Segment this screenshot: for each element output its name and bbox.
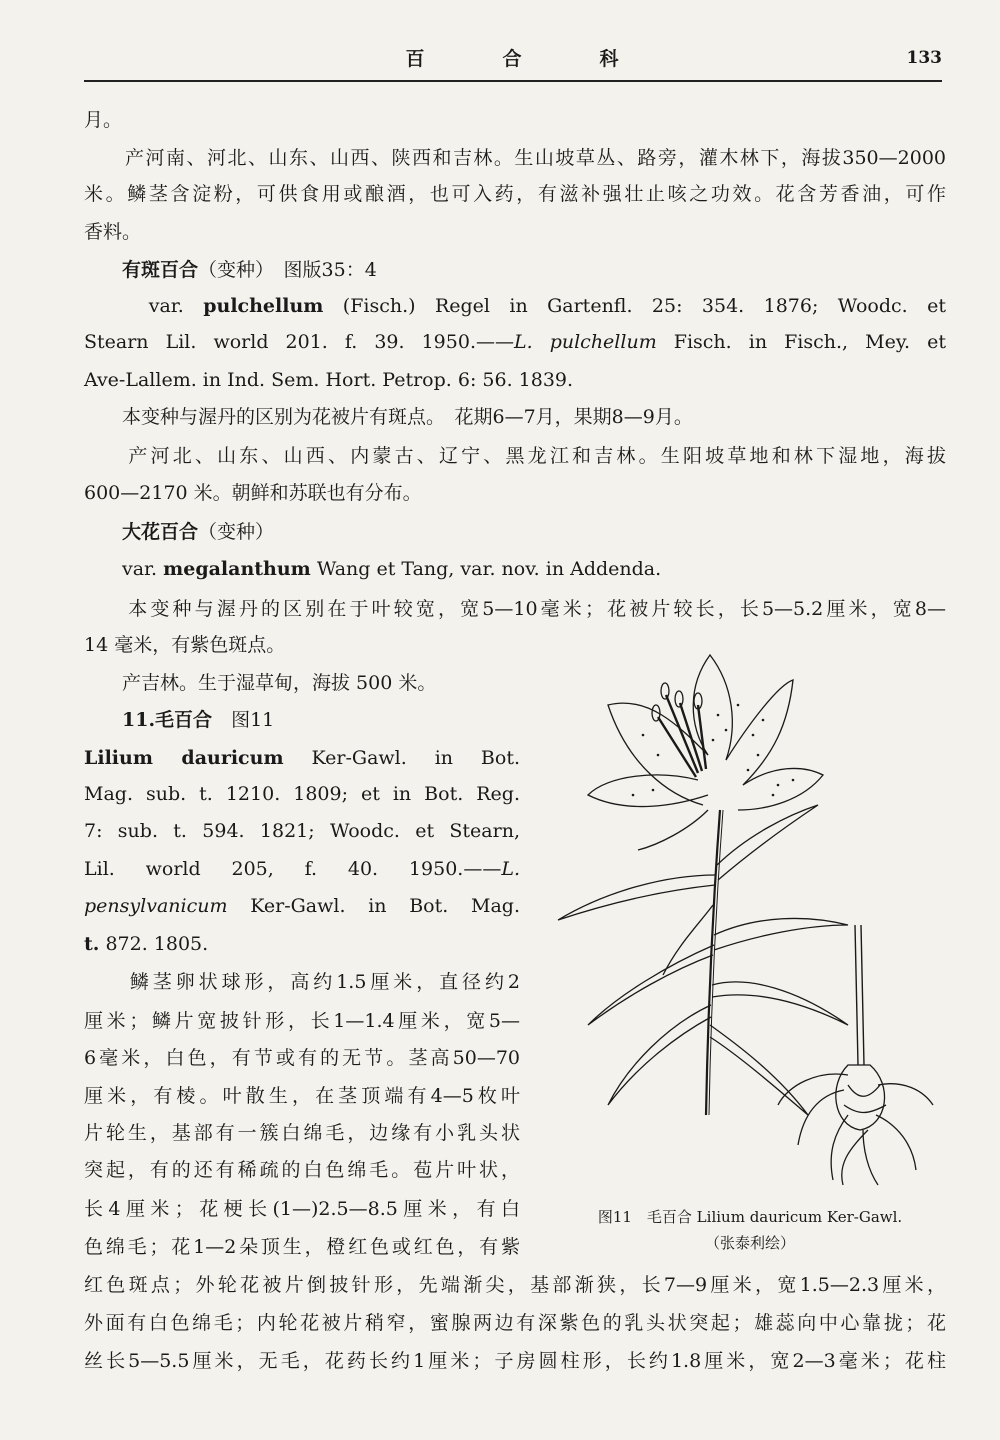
taxon-name: 11.毛百合 [84, 709, 213, 731]
taxon-name: 有斑百合 [84, 259, 199, 281]
text-line: 6毫米，白色，有节或有的无节。茎高50—70 [84, 1047, 520, 1069]
text-run: var. [84, 558, 164, 580]
text-line: 月。 [84, 109, 123, 131]
text-line: 色绵毛；花1—2朵顶生，橙红色或红色，有紫 [84, 1236, 520, 1258]
citation-line: Ave-Lallem. in Ind. Sem. Hort. Petrop. 6: 56. 1839. [84, 369, 574, 391]
text-line: 鳞茎卵状球形，高约1.5厘米，直径约2 [84, 971, 520, 993]
text-line: 香料。 [84, 221, 142, 243]
citation-line [84, 556, 661, 582]
running-title-char: 科 [599, 48, 621, 70]
caption-title: 图11 毛百合 Lilium dauricum Ker-Gawl. [597, 1208, 903, 1226]
citation-line [84, 745, 520, 771]
taxon-heading [84, 519, 274, 545]
text-line: 丝长5—5.5厘米，无毛，花药长约1厘米；子房圆柱形，长约1.8厘米，宽2—3毫米；花柱 [84, 1350, 946, 1372]
text-run: Lil. world 205, f. 40. 1950.—— [84, 858, 502, 880]
figure-caption [560, 1204, 940, 1256]
text-run: Stearn Lil. world 201. f. 39. 1950.—— [84, 331, 514, 353]
text-line: 产河南、河北、山东、山西、陕西和吉林。生山坡草丛、路旁，灌木林下，海拔350—2000 [84, 147, 946, 169]
page-number: 133 [906, 48, 942, 68]
text-line: 长4厘米；花梗长(1—)2.5—8.5厘米，有白 [84, 1198, 520, 1220]
lily-bulb [778, 925, 933, 1185]
taxon-note: （变种） [198, 521, 275, 543]
text-line: 厘米，有棱。叶散生，在茎顶端有4—5枚叶 [84, 1085, 520, 1107]
text-run: var. [84, 295, 204, 317]
lily-flower [588, 655, 823, 850]
synonym: pensylvanicum [84, 895, 228, 917]
species-name: Lilium dauricum [84, 747, 284, 769]
text-run: Wang et Tang, var. nov. in Addenda. [310, 558, 662, 580]
citation-line [84, 893, 520, 919]
taxon-note: （变种） 图版35：4 [198, 259, 377, 281]
synonym: L. [501, 858, 520, 880]
running-title [84, 44, 942, 71]
text-line: 红色斑点；外轮花被片倒披针形，先端渐尖，基部渐狭，长7—9厘米，宽1.5—2.3厘米， [84, 1274, 946, 1296]
text-line: 600—2170 米。朝鲜和苏联也有分布。 [84, 482, 422, 504]
synonym: L. pulchellum [514, 331, 657, 353]
epithet: megalanthum [163, 558, 311, 580]
lily-leaves [558, 805, 848, 1115]
text-run: t. [84, 933, 100, 955]
page-header [84, 44, 942, 88]
text-line: 米。鳞茎含淀粉，可供食用或酿酒，也可入药，有滋补强壮止咳之功效。花含芳香油，可作 [84, 183, 946, 205]
citation-line [84, 931, 208, 957]
text-line: 14 毫米，有紫色斑点。 [84, 634, 286, 656]
taxon-name: 大花百合 [84, 521, 199, 543]
text-run: Ker-Gawl. in Bot. [283, 747, 520, 769]
text-line: 厘米；鳞片宽披针形，长1—1.4厘米，宽5— [84, 1010, 520, 1032]
text-line: 产河北、山东、山西、内蒙古、辽宁、黑龙江和吉林。生阳坡草地和林下湿地，海拔 [84, 445, 946, 467]
text-line: 本变种与渥丹的区别为花被片有斑点。 花期6—7月，果期8—9月。 [84, 406, 693, 428]
taxon-heading [84, 257, 377, 283]
running-title-char: 百 [405, 48, 427, 70]
taxon-note: 图11 [212, 709, 275, 731]
text-run: Ker-Gawl. in Bot. Mag. [227, 895, 520, 917]
text-run: (Fisch.) Regel in Gartenfl. 25: 354. 1876; Woodc. et [323, 295, 946, 317]
text-line: 突起，有的还有稀疏的白色绵毛。苞片叶状， [84, 1159, 520, 1181]
text-run: Fisch. in Fisch., Mey. et [656, 331, 947, 353]
citation-line: Mag. sub. t. 1210. 1809; et in Bot. Reg. [84, 783, 520, 805]
text-line: 产吉林。生于湿草甸，海拔 500 米。 [84, 672, 437, 694]
header-rule [84, 80, 942, 82]
text-run: 872. 1805. [99, 933, 209, 955]
lily-illustration [548, 645, 948, 1205]
text-line: 外面有白色绵毛；内轮花被片稍窄，蜜腺两边有深紫色的乳头状突起；雄蕊向中心靠拢；花 [84, 1312, 946, 1334]
running-title-char: 合 [502, 48, 524, 70]
caption-credit: （张泰利绘） [704, 1234, 795, 1252]
taxon-heading [84, 707, 274, 733]
citation-line [84, 856, 520, 882]
lily-stem [706, 810, 720, 1115]
text-line: 片轮生，基部有一簇白绵毛，边缘有小乳头状 [84, 1122, 520, 1144]
citation-line: 7: sub. t. 594. 1821; Woodc. et Stearn, [84, 820, 520, 842]
citation-line [84, 293, 946, 319]
citation-line [84, 329, 946, 355]
epithet: pulchellum [203, 295, 324, 317]
text-line: 本变种与渥丹的区别在于叶较宽，宽5—10毫米；花被片较长，长5—5.2厘米，宽8— [84, 598, 946, 620]
